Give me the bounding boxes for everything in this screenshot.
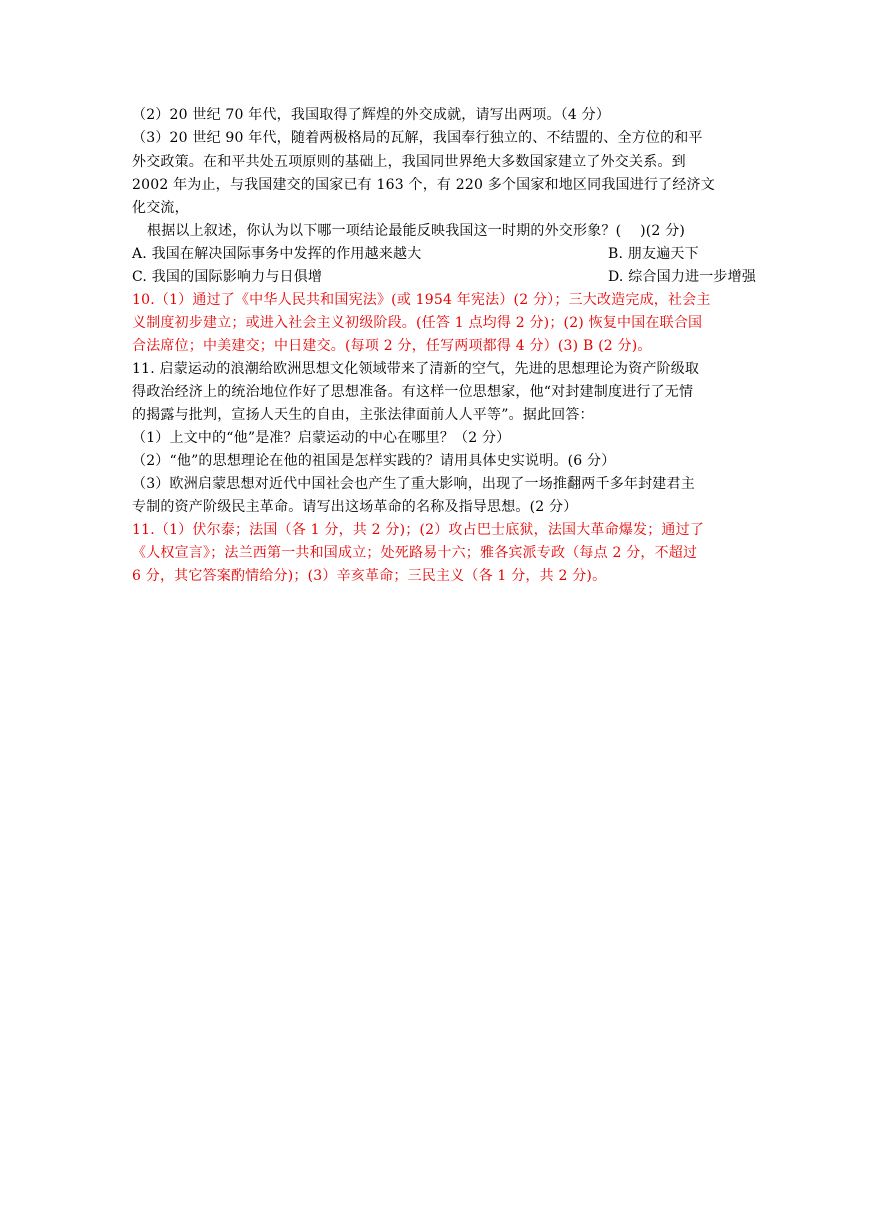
q10-part3-line2: 外交政策。在和平共处五项原则的基础上，我国同世界绝大多数国家建立了外交关系。到	[132, 154, 686, 170]
q10-part3-line4: 化交流，	[132, 200, 189, 216]
answer10-line3: 合法席位；中美建交；中日建交。(每项 2 分，任写两项都得 4 分）(3) B (2 分)。	[132, 338, 652, 354]
q11-part1: （1）上文中的“他”是准？启蒙运动的中心在哪里？（2 分）	[132, 430, 511, 446]
q10-part2: （2）20 世纪 70 年代，我国取得了辉煌的外交成就，请写出两项。（4 分）	[132, 107, 611, 123]
q11-stem-line3: 的揭露与批判，宣扬人天生的自由，主张法律面前人人平等”。据此回答：	[132, 407, 594, 423]
q10-prompt: 根据以上叙述，你认为以下哪一项结论最能反映我国这一时期的外交形象？( )(2 分)	[147, 223, 686, 239]
option-c: C. 我国的国际影响力与日俱增	[132, 269, 323, 285]
answer10-line1: 10.（1）通过了《中华人民共和国宪法》(或 1954 年宪法）(2 分）；三大改造完成，社会主	[132, 292, 711, 308]
q10-part3-line3: 2002 年为止，与我国建交的国家已有 163 个，有 220 多个国家和地区同我国进行了经济文	[132, 177, 715, 193]
q11-stem-line1: 11. 启蒙运动的浪潮给欧洲思想文化领域带来了清新的空气，先进的思想理论为资产阶级取	[132, 361, 700, 377]
q11-part3-line1: （3）欧洲启蒙思想对近代中国社会也产生了重大影响，出现了一场推翻两千多年封建君主	[132, 476, 695, 492]
answer11-line1: 11.（1）伏尔泰；法国（各 1 分，共 2 分)；(2）攻占巴士底狱，法国大革命爆发；通过了	[132, 522, 705, 538]
option-b: B. 朋友遍天下	[608, 246, 699, 262]
q11-part2: （2）“他”的思想理论在他的祖国是怎样实践的？请用具体史实说明。(6 分）	[132, 453, 616, 469]
q10-part3-line1: （3）20 世纪 90 年代，随着两极格局的瓦解，我国奉行独立的、不结盟的、全方位的和平	[132, 130, 703, 146]
answer11-line3: 6 分，其它答案酌情给分)；(3）辛亥革命；三民主义（各 1 分，共 2 分)。	[132, 568, 607, 584]
answer10-line2: 义制度初步建立；或进入社会主义初级阶段。(任答 1 点均得 2 分)；(2) 恢复中国在联合国	[132, 315, 703, 331]
answer11-line2: 《人权宣言》；法兰西第一共和国成立；处死路易十六；雅各宾派专政（每点 2 分，不超过	[132, 545, 698, 561]
q10-options-row1	[132, 243, 742, 265]
q11-stem-line2: 得政治经济上的统治地位作好了思想准备。有这样一位思想家，他“对封建制度进行了无情	[132, 384, 694, 400]
option-a: A. 我国在解决国际事务中发挥的作用越来越大	[132, 246, 422, 262]
q11-part3-line2: 专制的资产阶级民主革命。请写出这场革命的名称及指导思想。(2 分）	[132, 499, 578, 515]
option-d: D. 综合国力进一步增强	[608, 269, 757, 285]
q10-options-row2	[132, 266, 757, 288]
